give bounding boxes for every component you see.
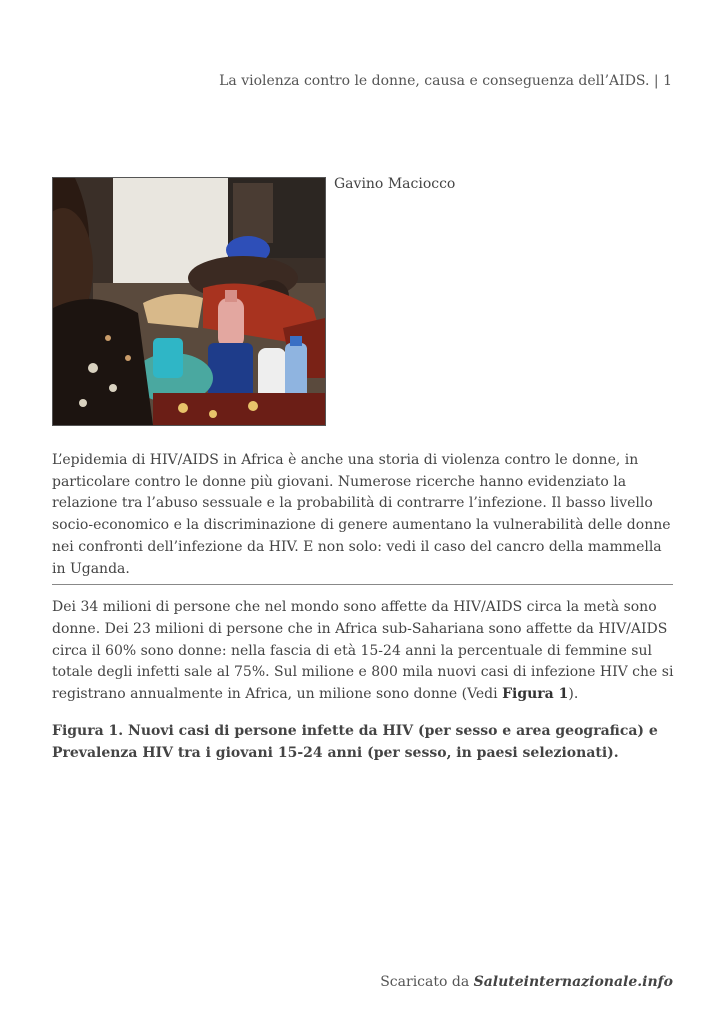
body-text: Dei 34 milioni di persone che nel mondo sono affette da HIV/AIDS circa la metà sono donne. Dei 23 milioni di persone che in Africa sub-Sahariana sono affette da HIV/AIDS circa il 60% sono donne: nella fascia di età 15-24 anni la percentuale di femmine sul totale degli infetti sale al 75%. Sul milione e 800 mila nuovi casi di infezione HIV che si registrano annualmente in Africa, un milione sono donne (Vedi: [52, 599, 674, 703]
figure-caption: Figura 1. Nuovi casi di persone infette da HIV (per sesso e area geografica) e Prevalenza HIV tra i giovani 15-24 anni (per sesso, in paesi selezionati).: [52, 723, 658, 761]
intro-paragraph: L’epidemia di HIV/AIDS in Africa è anche una storia di violenza contro le donne, in particolare contro le donne più giovani. Numerose ricerche hanno evidenziato la relazione tra l’abuso sessuale e la probabilità di contrarre l’infezione. Il basso livello socio-economico e la discriminazione di genere aumentano la vulnerabilità delle donne nei confronti dell’infezione da HIV. E non solo: vedi il caso del cancro della mammella in Uganda.: [52, 452, 671, 577]
author-name: Gavino Maciocco: [334, 176, 456, 192]
footer-site-link[interactable]: Saluteinternazionale.info: [473, 974, 673, 990]
body-paragraph: [52, 597, 677, 706]
footer-prefix: Scaricato da: [380, 974, 474, 990]
body-text-end: ).: [568, 686, 579, 703]
section-divider: [52, 584, 673, 585]
footer: [380, 972, 673, 992]
article-photo: [52, 177, 326, 426]
running-header: La violenza contro le donne, causa e conseguenza dell’AIDS. | 1: [219, 73, 672, 89]
photo-illustration: [53, 178, 325, 425]
figure-reference[interactable]: Figura 1: [502, 686, 569, 703]
